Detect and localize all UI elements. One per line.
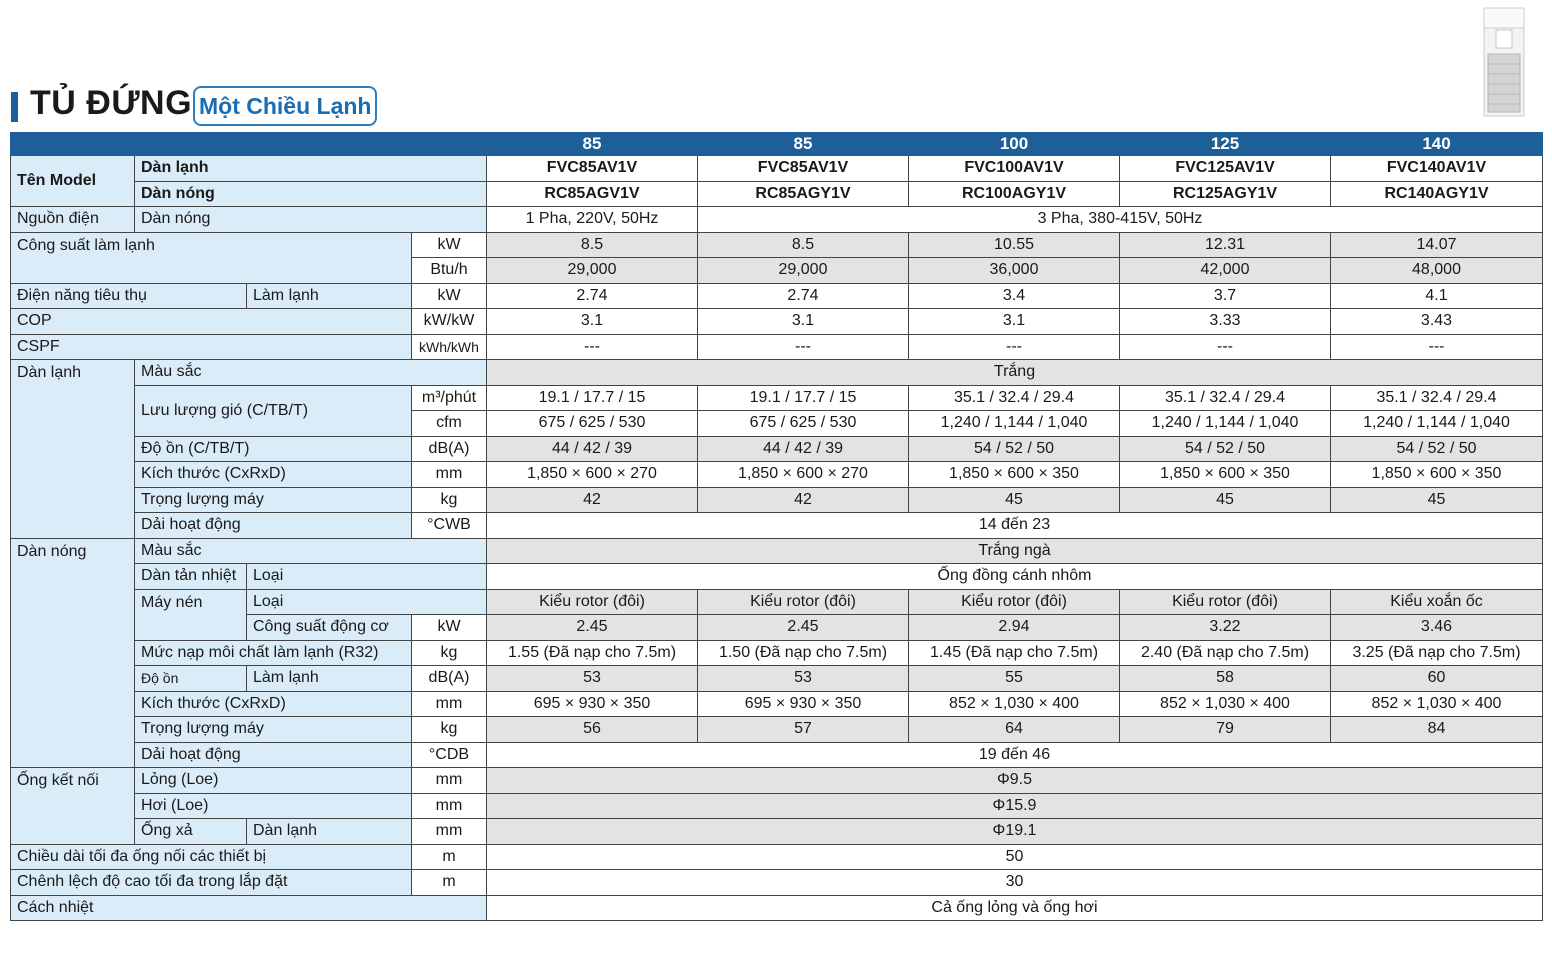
value-cell: 19 đến 46 (487, 742, 1543, 768)
value-cell: Cả ống lỏng và ống hơi (487, 895, 1543, 921)
value-cell: 1 Pha, 220V, 50Hz (487, 207, 698, 233)
table-row (11, 768, 1543, 794)
unit-cell: cfm (412, 411, 487, 437)
unit-cell: m (412, 844, 487, 870)
value-cell: 3.1 (698, 309, 909, 335)
row-sublabel: Loại (247, 589, 487, 615)
row-label: Ống kết nối (11, 768, 135, 845)
row-label: Chênh lệch độ cao tối đa trong lắp đặt (11, 870, 412, 896)
value-cell: Kiểu rotor (đôi) (1120, 589, 1331, 615)
value-cell: --- (698, 334, 909, 360)
row-sublabel: Màu sắc (135, 538, 487, 564)
value-cell: 64 (909, 717, 1120, 743)
value-cell: 53 (698, 666, 909, 692)
value-cell: 54 / 52 / 50 (909, 436, 1120, 462)
unit-cell: dB(A) (412, 436, 487, 462)
table-row (11, 564, 1543, 590)
row-sublabel: Kích thước (CxRxD) (135, 462, 412, 488)
outdoor-model: RC125AGY1V (1120, 181, 1331, 207)
value-cell: 1,850 × 600 × 270 (487, 462, 698, 488)
value-cell: 3.22 (1120, 615, 1331, 641)
outdoor-model: RC100AGY1V (909, 181, 1120, 207)
unit-cell: mm (412, 768, 487, 794)
value-cell: 45 (1331, 487, 1543, 513)
outdoor-model: RC85AGV1V (487, 181, 698, 207)
unit-cell: kW (412, 232, 487, 258)
table-row (11, 156, 1543, 182)
value-cell: 2.45 (487, 615, 698, 641)
unit-cell: mm (412, 819, 487, 845)
table-row (11, 462, 1543, 488)
value-cell: 53 (487, 666, 698, 692)
table-row (11, 436, 1543, 462)
indoor-model: FVC100AV1V (909, 156, 1120, 182)
unit-cell: mm (412, 793, 487, 819)
value-cell: 12.31 (1120, 232, 1331, 258)
value-cell: 35.1 / 32.4 / 29.4 (1120, 385, 1331, 411)
column-header: 85 (487, 133, 698, 156)
value-cell: 1,850 × 600 × 350 (909, 462, 1120, 488)
value-cell: Φ15.9 (487, 793, 1543, 819)
value-cell: 2.40 (Đã nạp cho 7.5m) (1120, 640, 1331, 666)
value-cell: 60 (1331, 666, 1543, 692)
indoor-model: FVC85AV1V (487, 156, 698, 182)
table-row (11, 819, 1543, 845)
value-cell: 29,000 (698, 258, 909, 284)
row-sublabel: Dàn nóng (135, 207, 487, 233)
table-row (11, 666, 1543, 692)
title-accent-bar (11, 92, 18, 122)
value-cell: Φ9.5 (487, 768, 1543, 794)
unit-cell: kW/kW (412, 309, 487, 335)
value-cell: Ống đồng cánh nhôm (487, 564, 1543, 590)
unit-cell: dB(A) (412, 666, 487, 692)
value-cell: 42 (487, 487, 698, 513)
table-row (11, 309, 1543, 335)
row-sublabel: Lỏng (Loe) (135, 768, 412, 794)
unit-cell: kWh/kWh (412, 334, 487, 360)
value-cell: 3.1 (909, 309, 1120, 335)
row-sublabel: Máy nén (135, 589, 247, 640)
table-row (11, 181, 1543, 207)
value-cell: 29,000 (487, 258, 698, 284)
value-cell: 2.94 (909, 615, 1120, 641)
header-blank (11, 133, 487, 156)
value-cell: 4.1 (1331, 283, 1543, 309)
value-cell: --- (1120, 334, 1331, 360)
value-cell: Kiểu rotor (đôi) (698, 589, 909, 615)
row-sublabel: Độ ồn (135, 666, 247, 692)
unit-cell: kW (412, 283, 487, 309)
table-row (11, 691, 1543, 717)
value-cell: 1,850 × 600 × 270 (698, 462, 909, 488)
value-cell: 58 (1120, 666, 1331, 692)
indoor-model: FVC140AV1V (1331, 156, 1543, 182)
value-cell: 2.45 (698, 615, 909, 641)
value-cell: 2.74 (487, 283, 698, 309)
unit-cell: mm (412, 462, 487, 488)
row-sublabel: Dải hoạt động (135, 513, 412, 539)
value-cell: 1,240 / 1,144 / 1,040 (1120, 411, 1331, 437)
row-sublabel: Dàn tản nhiệt (135, 564, 247, 590)
value-cell: 42 (698, 487, 909, 513)
row-sublabel: Ống xả (135, 819, 247, 845)
row-sublabel: Kích thước (CxRxD) (135, 691, 412, 717)
indoor-model: FVC125AV1V (1120, 156, 1331, 182)
value-cell: 3.1 (487, 309, 698, 335)
value-cell: 36,000 (909, 258, 1120, 284)
table-row (11, 870, 1543, 896)
value-cell: 35.1 / 32.4 / 29.4 (1331, 385, 1543, 411)
row-label: Cách nhiệt (11, 895, 487, 921)
value-cell: 8.5 (698, 232, 909, 258)
value-cell: 1.45 (Đã nạp cho 7.5m) (909, 640, 1120, 666)
value-cell: 45 (909, 487, 1120, 513)
value-cell: 852 × 1,030 × 400 (1120, 691, 1331, 717)
row-sublabel: Trọng lượng máy (135, 717, 412, 743)
indoor-model: FVC85AV1V (698, 156, 909, 182)
row-sublabel: Hơi (Loe) (135, 793, 412, 819)
row-sublabel: Làm lạnh (247, 666, 412, 692)
row-sublabel: Làm lạnh (247, 283, 412, 309)
value-cell: 19.1 / 17.7 / 15 (487, 385, 698, 411)
value-cell: 1.50 (Đã nạp cho 7.5m) (698, 640, 909, 666)
value-cell: 50 (487, 844, 1543, 870)
value-cell: 35.1 / 32.4 / 29.4 (909, 385, 1120, 411)
value-cell: 3.25 (Đã nạp cho 7.5m) (1331, 640, 1543, 666)
value-cell: 1,850 × 600 × 350 (1331, 462, 1543, 488)
row-label: COP (11, 309, 412, 335)
unit-cell: mm (412, 691, 487, 717)
value-cell: 675 / 625 / 530 (698, 411, 909, 437)
table-row (11, 538, 1543, 564)
value-cell: Kiểu rotor (đôi) (909, 589, 1120, 615)
column-header: 85 (698, 133, 909, 156)
unit-cell: m (412, 870, 487, 896)
value-cell: 3.46 (1331, 615, 1543, 641)
value-cell: 695 × 930 × 350 (698, 691, 909, 717)
value-cell: 19.1 / 17.7 / 15 (698, 385, 909, 411)
column-header: 100 (909, 133, 1120, 156)
row-sublabel: Dàn lạnh (135, 156, 487, 182)
mode-badge: Một Chiều Lạnh (193, 86, 377, 126)
value-cell: 54 / 52 / 50 (1120, 436, 1331, 462)
unit-cell: kg (412, 640, 487, 666)
value-cell: 48,000 (1331, 258, 1543, 284)
table-row (11, 717, 1543, 743)
value-cell: 852 × 1,030 × 400 (909, 691, 1120, 717)
floor-standing-unit-icon (1482, 6, 1526, 118)
value-cell: 56 (487, 717, 698, 743)
table-row (11, 844, 1543, 870)
value-cell: Trắng (487, 360, 1543, 386)
table-row (11, 589, 1543, 615)
value-cell: 3.4 (909, 283, 1120, 309)
outdoor-model: RC85AGY1V (698, 181, 909, 207)
value-cell: 675 / 625 / 530 (487, 411, 698, 437)
row-sublabel: Lưu lượng gió (C/TB/T) (135, 385, 412, 436)
value-cell: 3.7 (1120, 283, 1331, 309)
unit-cell: kW (412, 615, 487, 641)
row-sublabel: Dàn lạnh (247, 819, 412, 845)
value-cell: --- (909, 334, 1120, 360)
value-cell: --- (487, 334, 698, 360)
value-cell: 45 (1120, 487, 1331, 513)
unit-cell: kg (412, 487, 487, 513)
value-cell: 3.43 (1331, 309, 1543, 335)
table-row (11, 334, 1543, 360)
table-row (11, 513, 1543, 539)
value-cell: 30 (487, 870, 1543, 896)
spec-table (10, 132, 1543, 921)
value-cell: 84 (1331, 717, 1543, 743)
table-row (11, 360, 1543, 386)
row-label: Chiều dài tối đa ống nối các thiết bị (11, 844, 412, 870)
row-label: CSPF (11, 334, 412, 360)
value-cell: 54 / 52 / 50 (1331, 436, 1543, 462)
column-header: 140 (1331, 133, 1543, 156)
value-cell: 3 Pha, 380-415V, 50Hz (698, 207, 1543, 233)
value-cell: 44 / 42 / 39 (487, 436, 698, 462)
unit-cell: °CWB (412, 513, 487, 539)
table-row (11, 640, 1543, 666)
unit-cell: kg (412, 717, 487, 743)
table-row (11, 283, 1543, 309)
value-cell: Φ19.1 (487, 819, 1543, 845)
value-cell: 695 × 930 × 350 (487, 691, 698, 717)
row-label: Nguồn điện (11, 207, 135, 233)
value-cell: 8.5 (487, 232, 698, 258)
value-cell: 42,000 (1120, 258, 1331, 284)
row-sublabel: Loại (247, 564, 487, 590)
unit-cell: °CDB (412, 742, 487, 768)
value-cell: 1.55 (Đã nạp cho 7.5m) (487, 640, 698, 666)
row-sublabel: Dàn nóng (135, 181, 487, 207)
row-sublabel: Độ ồn (C/TB/T) (135, 436, 412, 462)
table-row (11, 895, 1543, 921)
value-cell: 852 × 1,030 × 400 (1331, 691, 1543, 717)
value-cell: --- (1331, 334, 1543, 360)
table-row (11, 742, 1543, 768)
header-row (11, 133, 1543, 156)
column-header: 125 (1120, 133, 1331, 156)
value-cell: 1,850 × 600 × 350 (1120, 462, 1331, 488)
value-cell: Trắng ngà (487, 538, 1543, 564)
value-cell: 79 (1120, 717, 1331, 743)
value-cell: 57 (698, 717, 909, 743)
unit-cell: m³/phút (412, 385, 487, 411)
table-row (11, 487, 1543, 513)
row-label: Dàn lạnh (11, 360, 135, 539)
value-cell: 1,240 / 1,144 / 1,040 (1331, 411, 1543, 437)
row-sublabel: Trọng lượng máy (135, 487, 412, 513)
value-cell: 14 đến 23 (487, 513, 1543, 539)
row-label: Dàn nóng (11, 538, 135, 768)
row-sublabel: Màu sắc (135, 360, 487, 386)
table-row (11, 793, 1543, 819)
unit-cell: Btu/h (412, 258, 487, 284)
value-cell: Kiểu rotor (đôi) (487, 589, 698, 615)
value-cell: 3.33 (1120, 309, 1331, 335)
value-cell: 55 (909, 666, 1120, 692)
value-cell: Kiểu xoắn ốc (1331, 589, 1543, 615)
page-title: TỦ ĐỨNG (30, 84, 193, 122)
row-label: Công suất làm lạnh (11, 232, 412, 283)
value-cell: 1,240 / 1,144 / 1,040 (909, 411, 1120, 437)
table-row (11, 385, 1543, 411)
value-cell: 10.55 (909, 232, 1120, 258)
row-sublabel: Dải hoạt động (135, 742, 412, 768)
value-cell: 14.07 (1331, 232, 1543, 258)
value-cell: 2.74 (698, 283, 909, 309)
row-sublabel: Công suất động cơ (247, 615, 412, 641)
table-row (11, 207, 1543, 233)
value-cell: 44 / 42 / 39 (698, 436, 909, 462)
outdoor-model: RC140AGY1V (1331, 181, 1543, 207)
row-label: Tên Model (11, 156, 135, 207)
row-sublabel: Mức nạp môi chất làm lạnh (R32) (135, 640, 412, 666)
table-row (11, 232, 1543, 258)
row-label: Điện năng tiêu thụ (11, 283, 247, 309)
